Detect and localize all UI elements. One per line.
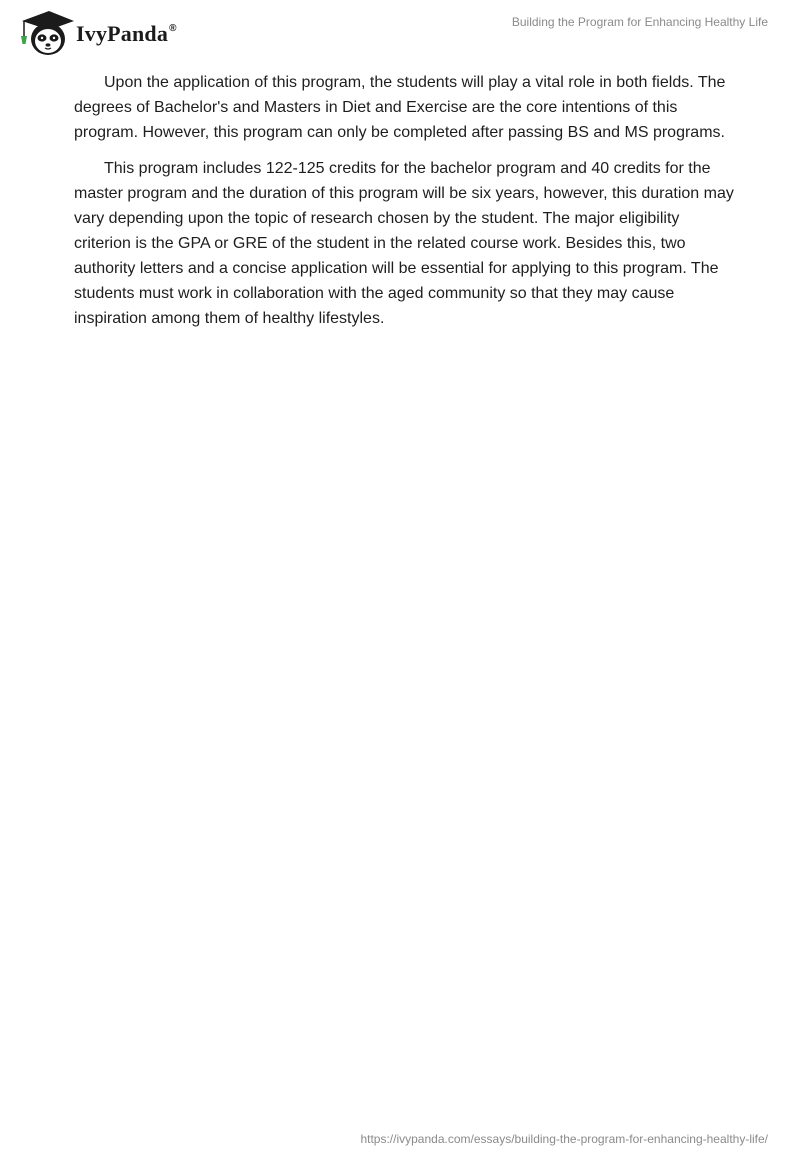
registered-mark: ®: [169, 23, 177, 34]
brand-name: IvyPanda®: [76, 21, 177, 46]
document-title: Building the Program for Enhancing Healthy Life: [511, 15, 768, 29]
paragraph: Upon the application of this program, the students will play a vital role in both fields. The degrees of Bachelor's and Masters in Diet and Exercise are the core intentions of this program. However, this program can only be completed after passing BS and MS programs.: [74, 74, 726, 141]
source-url[interactable]: https://ivypanda.com/essays/building-the-program-for-enhancing-healthy-life/: [360, 1132, 768, 1146]
essay-body: [74, 70, 734, 342]
panda-graduation-cap-logo-icon: [16, 8, 74, 58]
page-header: [0, 0, 800, 62]
paragraph: This program includes 122-125 credits for the bachelor program and 40 credits for the master program and the duration of this program will be six years, however, this duration may vary depending upon the topic of research chosen by the student. The major eligibility criterion is the GPA or GRE of the student in the related course work. Besides this, two authority letters and a concise application will be essential for applying to this program. The students must work in collaboration with the aged community so that they may cause inspiration among them of healthy lifestyles.: [74, 160, 734, 327]
brand-logo[interactable]: [16, 8, 177, 58]
